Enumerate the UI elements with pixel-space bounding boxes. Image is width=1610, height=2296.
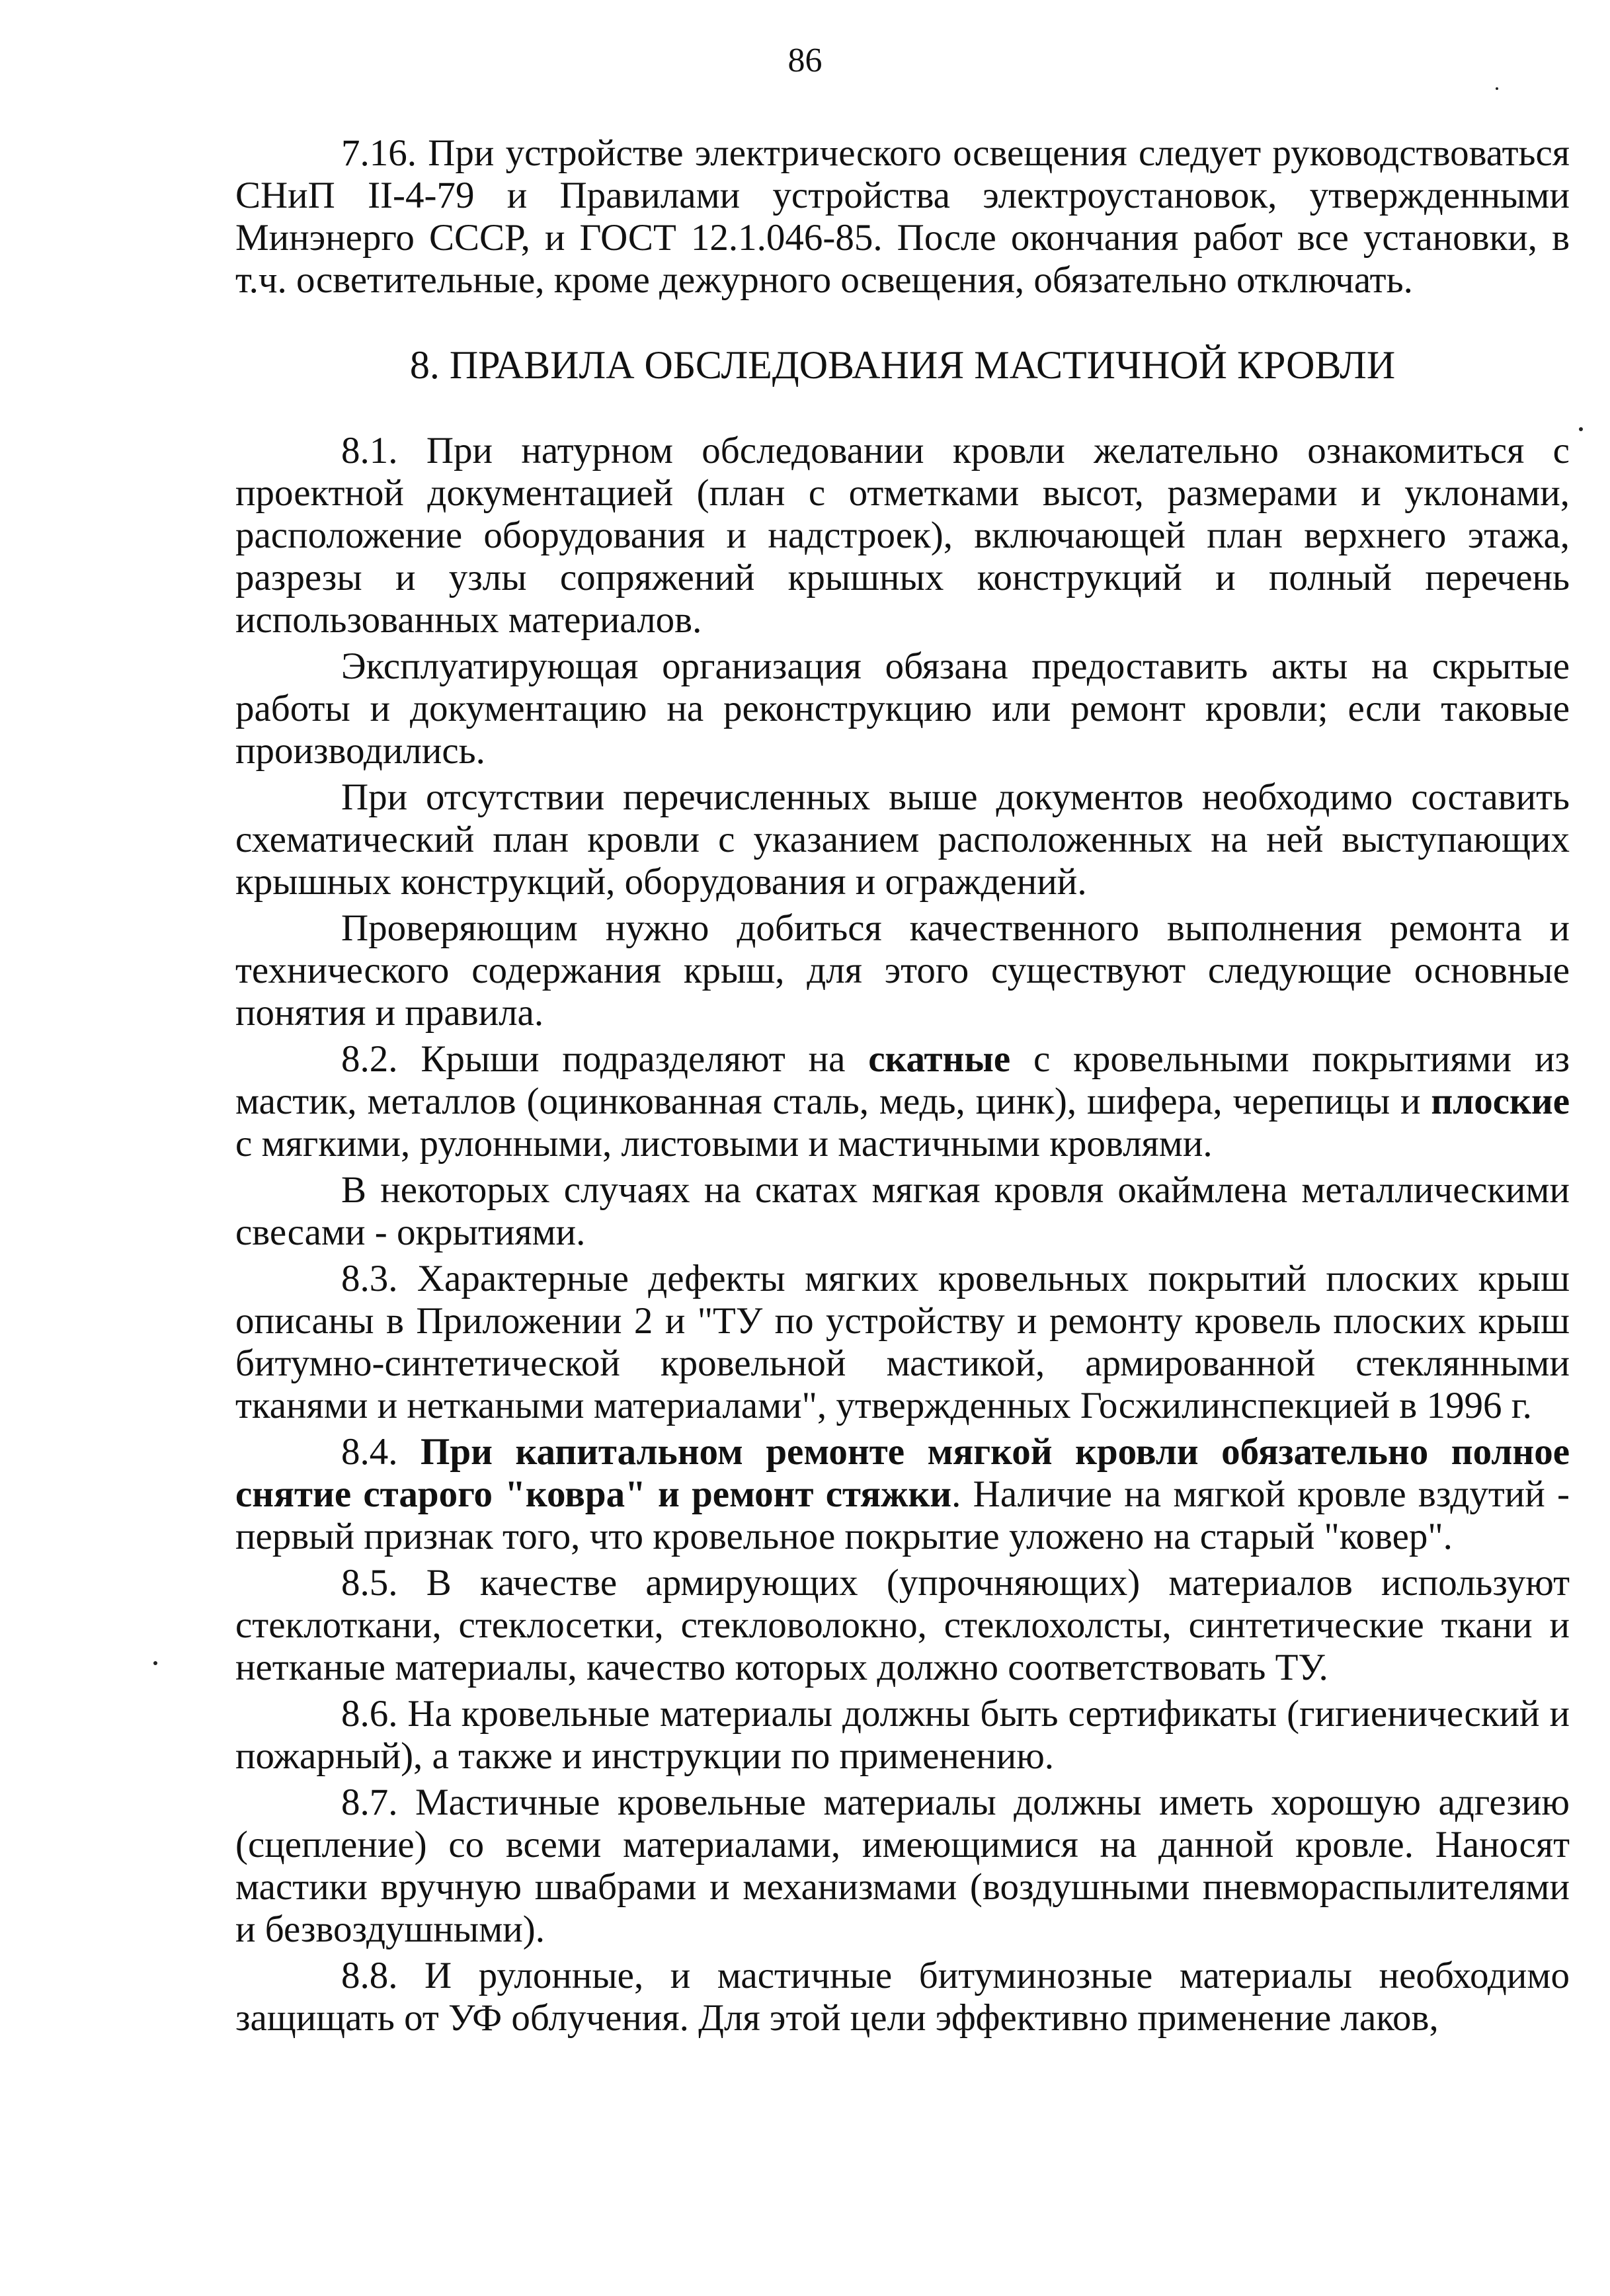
page-content	[235, 132, 1570, 2043]
paragraph-8-7: 8.7. Мастичные кровельные материалы должны иметь хорошую адгезию (сцепление) со всеми материалами, имеющимися на данной кровле. Наносят мастики вручную швабрами и механизмами (воздушными пневмораспылителями и безвоздушными).	[235, 1782, 1570, 1950]
paragraph-8-4	[235, 1431, 1570, 1558]
paragraph-8-1-plan: При отсутствии перечисленных выше документов необходимо составить схематический план кровли с указанием расположенных на ней выступающих крышных конструкций, оборудования и ограждений.	[235, 776, 1570, 903]
p84-bold-rule: При капитальном ремонте мягкой кровли обязательно полное снятие старого "ковра" и ремонт стяжки	[235, 1431, 1570, 1515]
paragraph-8-2-eaves: В некоторых случаях на скатах мягкая кровля окаймлена металлическими свесами - окрытиями.	[235, 1169, 1570, 1253]
paragraph-8-6: 8.6. На кровельные материалы должны быть сертификаты (гигиенический и пожарный), а также и инструкции по применению.	[235, 1693, 1570, 1777]
p82-text-3: с мягкими, рулонными, листовыми и мастичными кровлями.	[235, 1123, 1213, 1165]
paragraph-8-3: 8.3. Характерные дефекты мягких кровельных покрытий плоских крыш описаны в Приложении 2 и "ТУ по устройству и ремонту кровель плоских крыш битумно-синтетической кровельной мастикой, армированной стеклянными тканями и неткаными материалами", утвержденных Госжилинспекцией в 1996 г.	[235, 1258, 1570, 1426]
paragraph-8-2	[235, 1038, 1570, 1165]
scan-speck-top-right	[1496, 87, 1498, 90]
paragraph-8-1-rules: Проверяющим нужно добиться качественного выполнения ремонта и технического содержания крыш, для этого существуют следующие основные понятия и правила.	[235, 907, 1570, 1034]
paragraph-8-8: 8.8. И рулонные, и мастичные битуминозные материалы необходимо защищать от УФ облучения. Для этой цели эффективно применение лаков,	[235, 1955, 1570, 2039]
paragraph-8-5: 8.5. В качестве армирующих (упрочняющих) материалов используют стеклоткани, стеклосетки, стекловолокно, стеклохолсты, синтетические ткани и нетканые материалы, качество которых должно соответствовать ТУ.	[235, 1562, 1570, 1688]
paragraph-7-16: 7.16. При устройстве электрического освещения следует руководствоваться СНиП II-4-79 и Правилами устройства электроустановок, утвержденными Минэнерго СССР, и ГОСТ 12.1.046-85. После окончания работ все установки, в т.ч. осветительные, кроме дежурного освещения, обязательно отключать.	[235, 132, 1570, 301]
p82-text-2: с кровельными покрытиями из мастик, металлов (оцинкованная сталь, медь, цинк), шифера, черепицы и	[235, 1038, 1570, 1122]
scan-speck-right	[1579, 427, 1583, 431]
paragraph-8-1-acts: Эксплуатирующая организация обязана предоставить акты на скрытые работы и документацию на реконструкцию или ремонт кровли; если таковые производились.	[235, 645, 1570, 772]
page-number: 86	[787, 42, 823, 79]
section-heading: 8. ПРАВИЛА ОБСЛЕДОВАНИЯ МАСТИЧНОЙ КРОВЛИ	[409, 343, 1396, 387]
p82-bold-flat: плоские	[1431, 1081, 1570, 1122]
paragraph-8-1: 8.1. При натурном обследовании кровли желательно ознакомиться с проектной документацией (план с отметками высот, размерами и уклонами, расположение оборудования и надстроек), включающей план верхнего этажа, разрезы и узлы сопряжений крышных конструкций и полный перечень использованных материалов.	[235, 430, 1570, 641]
p84-text-2: . Наличие на мягкой кровле вздутий - первый признак того, что кровельное покрытие уложено на старый "ковер".	[235, 1473, 1570, 1557]
p84-text-1: 8.4.	[341, 1431, 421, 1473]
scan-speck-left	[153, 1661, 157, 1665]
p82-text-1: 8.2. Крыши подразделяют на	[341, 1038, 869, 1080]
p82-bold-pitched: скатные	[868, 1038, 1011, 1080]
